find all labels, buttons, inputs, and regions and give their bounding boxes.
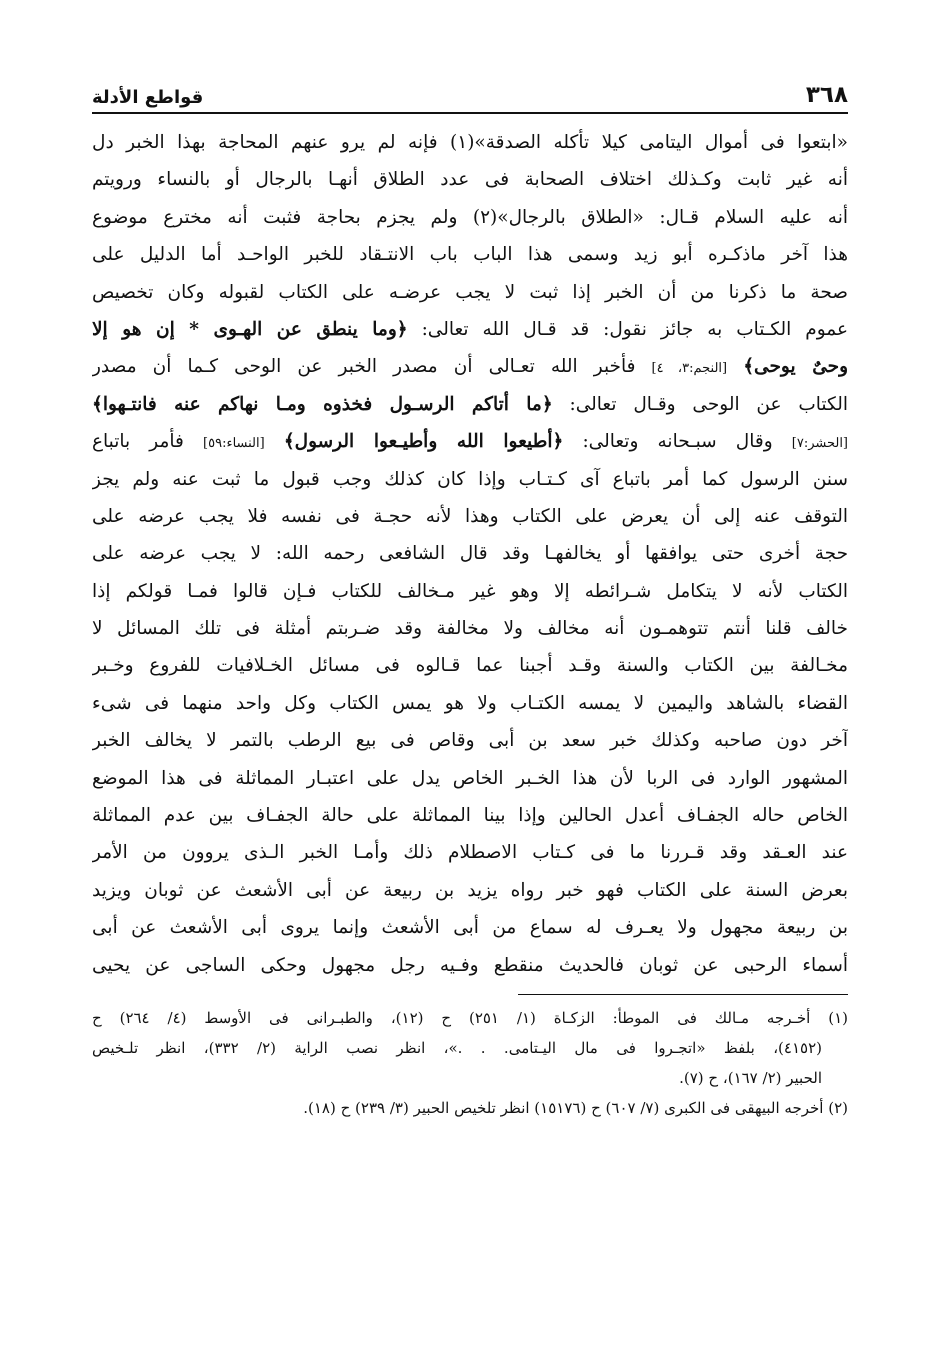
quran-reference: [النجم:٣، ٤] <box>651 361 728 377</box>
text-line: الكتاب لأنه لا يتكامل شـرائطه إلا وهو غير مـخالف للكتاب فـإن قالوا فمـا قولكم إذا <box>92 580 848 602</box>
text-line <box>92 386 848 423</box>
text-segment: عموم الكـتاب به جائز نقول: قد قـال الله تعالى: <box>421 318 848 340</box>
book-page <box>92 78 848 1308</box>
text-line: صحة ما ذكرنا من أن الخبر إذا ثبت لا يجب عرضـه على الكتاب لقبوله وكان تخصيص <box>92 281 848 303</box>
text-segment: فأخبر الله تعـالى أن مصدر الخبر عن الوحى كـما أن مصدر <box>92 356 636 378</box>
text-line: عند العـقد وقد قـررنا ما فى كـتاب الاصطلام ذلك وأمـا الخبر الـذى يروون من الأمر <box>92 842 848 864</box>
text-line: الخاص حاله الجفـاف أعدل الحالين وإذا بينا المماثلة على حالة الجفـاف بين عدم المماثلة <box>92 805 848 827</box>
quran-reference: [الحشر:٧] <box>791 436 848 452</box>
text-segment: وقال سبـحانه وتعالى: <box>582 431 773 453</box>
book-title: قواطع الأدلة <box>92 87 204 108</box>
text-line: آخر دون صاحبه وكذلك خبر سعد بن أبى وقاص فى بيع الرطب بالتمر لا يخالف الخبر <box>92 730 848 752</box>
text-segment: فأمر باتباع <box>92 431 184 453</box>
quran-quote: ﴿وما ينطق عن الهـوى * إن هو إلا <box>92 318 408 340</box>
main-text <box>92 124 848 984</box>
page-number: ٣٦٨ <box>805 82 848 108</box>
text-line: هذا آخر ماذكـره أبو زيد وسمى هذا الباب باب الانتـقاد للخبر الواحـد أما الدليل على <box>92 244 848 266</box>
text-line: حجة أخرى حتى يوافقها أو يخالفهـا وقد قال الشافعى رحمه الله: لا يجب عرضه على <box>92 543 848 565</box>
text-line: المشهور الوارد فى الربا لأن هذا الخـبر الخاص يدل على اعتبـار المماثلة فى هذا الموضع <box>92 767 848 789</box>
text-line: بعرض السنة على الكتاب فهو خبر رواه يزيد بن ربيعة عن أبى الأشعث عن ثوبان ويزيد <box>92 879 848 901</box>
quran-quote: ﴿أطيعوا الله وأطيـعوا الرسول﴾ <box>283 431 564 453</box>
text-line: «ابتعوا فى أموال اليتامى كيلا تأكله الصدقة»(١) فإنه لم يرو عنهم المحاجة بهذا الخبر دل <box>92 132 848 153</box>
page-header <box>92 78 848 114</box>
text-line <box>92 423 848 460</box>
text-line: أسماء الرحبى عن ثوبان فالحديث منقطع وفـيه رجل مجهول وحكى الساجى عن يحيى <box>92 954 848 976</box>
footnote-line: (٢) أخرجه البيهقى فى الكبرى (٧/ ٦٠٧) ح (١٥١٧٦) انظر تلخيص الحبير (٣/ ٢٣٩) ح (١٨). <box>303 1098 848 1117</box>
text-line: التوقف عنه إلى أن يعرض على الكتاب وهذا لأنه حجـة فى نفسه فلا يجب عرضه على <box>92 505 848 527</box>
quran-quote: ﴿ما أتاكم الرسـول فخذوه ومـا نهاكم عنه فانتـهوا﴾ <box>92 393 553 415</box>
text-line: القضاء بالشاهد واليمين لا يمسه الكتـاب ولا هو يمس الكتاب وكل واحد منهما فى شىء <box>92 692 848 714</box>
quran-quote: وحىٌ يوحى﴾ <box>743 356 848 378</box>
text-line: أنه غير ثابت وكـذلك اختلاف الصحابة فى عدد الطلاق أنهـا بالرجال أو بالنساء ورويتم <box>92 169 848 191</box>
footnote-divider <box>518 994 848 995</box>
text-line: أنه عليه السلام قـال: «الطلاق بالرجال»(٢) ولم يجزم بحاجة فثبت أنه مخترع موضوع <box>92 206 848 228</box>
footnotes <box>92 1003 848 1123</box>
footnote-line: (١) أخـرجه مـالك فى الموطأ: الزكـاة (١/ ٢٥١) ح (١٢)، والطبـرانى فى الأوسط (٤/ ٢٦٤) ح <box>92 1008 848 1027</box>
text-line: مخـالفة بين الكتاب والسنة وقـد أجبنا عما قـالوه فى مسائل الخـلافيات للفروع وخـبر <box>92 655 848 677</box>
text-line: بن ربيعة مجهول ولا يعـرف له سماع من أبى الأشعث وإنما يروى أبى الأشعث عن أبى <box>92 917 848 939</box>
footnote-line: الحبير (٢/ ١٦٧)، ح (٧). <box>679 1068 822 1087</box>
text-segment: الكتاب عن الوحى وقـال تعالى: <box>569 393 848 415</box>
text-line: سنن الرسول كما أمر باتباع آى كـتـاب وإذا كان كذلك وجب قبول ما ثبت عنه ولم يجز <box>92 468 848 490</box>
footnote-line: (٤١٥٢)، بلفظ «اتجـروا فى مال اليـتامى. . .»، انظر نصب الراية (٢/ ٣٣٢)، انظر تلـخيص <box>92 1038 822 1057</box>
text-line <box>92 311 848 348</box>
text-line: خالف قلنا أنتم تتوهمـون أنه مخالف ولا مخالفة وقد ضـربتم أمثلة فى تلك المسائل لا <box>92 618 848 640</box>
quran-reference: [النساء:٥٩] <box>203 436 265 452</box>
text-line <box>92 348 848 385</box>
